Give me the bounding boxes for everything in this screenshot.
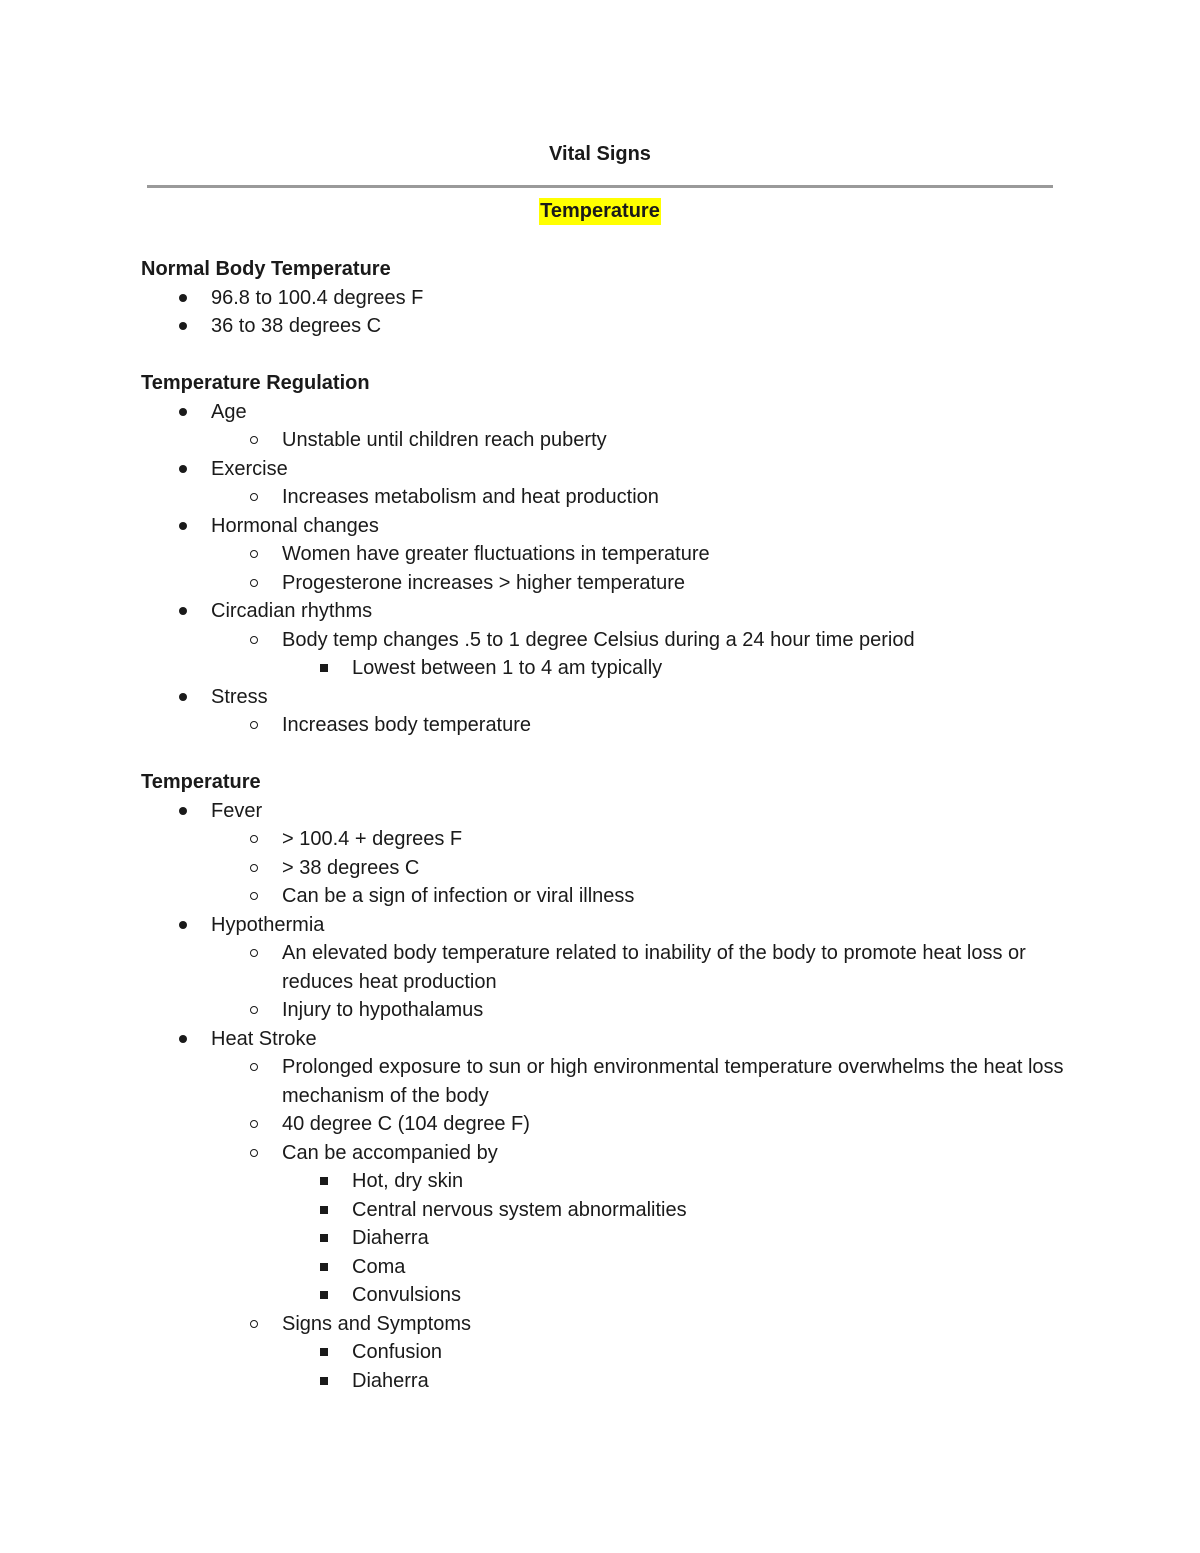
section-heading: Temperature bbox=[141, 771, 261, 793]
list-item bbox=[141, 1196, 1066, 1225]
list-item-text: Women have greater fluctuations in temperature bbox=[282, 543, 710, 565]
list-item bbox=[141, 1110, 1066, 1139]
list-item-text: Heat Stroke bbox=[211, 1027, 317, 1050]
list-item bbox=[141, 711, 1066, 740]
list-item bbox=[141, 939, 1066, 996]
bullet-dot-icon bbox=[176, 597, 190, 626]
bullet-dot-icon bbox=[176, 797, 190, 826]
highlighted-section-title: Temperature bbox=[539, 198, 661, 225]
bullet-circle-icon bbox=[247, 996, 261, 1025]
bullet-dot-icon bbox=[176, 398, 190, 427]
section-spacer bbox=[141, 341, 1066, 370]
list-item-text: Unstable until children reach puberty bbox=[282, 429, 607, 451]
bullet-circle-icon bbox=[247, 569, 261, 598]
document-body bbox=[141, 255, 1066, 1395]
list-item-text: Body temp changes .5 to 1 degree Celsius during a 24 hour time period bbox=[282, 628, 915, 651]
list-item bbox=[141, 1310, 1066, 1339]
list-item-text: 96.8 to 100.4 degrees F bbox=[211, 286, 424, 309]
list-item-text: Hormonal changes bbox=[211, 514, 379, 537]
bullet-circle-icon bbox=[247, 939, 261, 968]
bullet-dot-icon bbox=[176, 683, 190, 712]
list-item-text: Hypothermia bbox=[211, 913, 325, 936]
list-item bbox=[141, 398, 1066, 427]
list-item bbox=[141, 1253, 1066, 1282]
list-item bbox=[141, 1224, 1066, 1253]
bullet-square-icon bbox=[317, 1224, 331, 1253]
list-item-text: Stress bbox=[211, 685, 268, 708]
list-item bbox=[141, 854, 1066, 883]
list-item bbox=[141, 1025, 1066, 1054]
bullet-circle-icon bbox=[247, 483, 261, 512]
list-item-text: Diaherra bbox=[352, 1227, 429, 1249]
bullet-dot-icon bbox=[176, 1025, 190, 1054]
list-item bbox=[141, 569, 1066, 598]
bullet-circle-icon bbox=[247, 1110, 261, 1139]
list-item bbox=[141, 426, 1066, 455]
list-item bbox=[141, 1167, 1066, 1196]
list-item-text: Increases body temperature bbox=[282, 714, 532, 736]
list-item-text: Can be a sign of infection or viral illness bbox=[282, 885, 635, 907]
bullet-circle-icon bbox=[247, 1053, 261, 1082]
list-item-text: > 38 degrees C bbox=[282, 856, 420, 879]
list-item bbox=[141, 1338, 1066, 1367]
list-item-text: Convulsions bbox=[352, 1284, 461, 1306]
bullet-square-icon bbox=[317, 1338, 331, 1367]
list-item-text: Signs and Symptoms bbox=[282, 1312, 471, 1335]
bullet-circle-icon bbox=[247, 626, 261, 655]
list-item bbox=[141, 1281, 1066, 1310]
list-item bbox=[141, 597, 1066, 626]
list-item bbox=[141, 540, 1066, 569]
list-item-text: Prolonged exposure to sun or high environmental temperature overwhelms the heat loss mechanism of the body bbox=[282, 1056, 1064, 1107]
list-item-text: Hot, dry skin bbox=[352, 1170, 464, 1192]
list-item bbox=[141, 455, 1066, 484]
list-item-text: > 100.4 + degrees F bbox=[282, 828, 463, 850]
bullet-list bbox=[141, 797, 1066, 1396]
bullet-dot-icon bbox=[176, 312, 190, 341]
list-item bbox=[141, 797, 1066, 826]
bullet-dot-icon bbox=[176, 455, 190, 484]
bullet-dot-icon bbox=[176, 512, 190, 541]
bullet-square-icon bbox=[317, 1253, 331, 1282]
list-item-text: Injury to hypothalamus bbox=[282, 999, 484, 1021]
section-heading: Temperature Regulation bbox=[141, 372, 370, 394]
bullet-list bbox=[141, 284, 1066, 341]
section-heading: Normal Body Temperature bbox=[141, 258, 391, 280]
list-item-text: Central nervous system abnormalities bbox=[352, 1198, 687, 1221]
section-spacer bbox=[141, 740, 1066, 769]
bullet-square-icon bbox=[317, 1167, 331, 1196]
list-item-text: Increases metabolism and heat production bbox=[282, 486, 659, 508]
list-item bbox=[141, 483, 1066, 512]
bullet-circle-icon bbox=[247, 540, 261, 569]
list-item bbox=[141, 1053, 1066, 1110]
bullet-circle-icon bbox=[247, 426, 261, 455]
list-item bbox=[141, 911, 1066, 940]
bullet-circle-icon bbox=[247, 825, 261, 854]
list-item-text: Lowest between 1 to 4 am typically bbox=[352, 657, 663, 679]
list-item-text: Fever bbox=[211, 799, 263, 822]
title-divider bbox=[147, 185, 1053, 188]
document-title: Vital Signs bbox=[549, 143, 651, 165]
list-item-text: Diaherra bbox=[352, 1369, 429, 1392]
list-item bbox=[141, 996, 1066, 1025]
bullet-square-icon bbox=[317, 1281, 331, 1310]
list-item-text: Progesterone increases > higher temperature bbox=[282, 571, 686, 594]
list-item-text: Coma bbox=[352, 1255, 406, 1278]
bullet-circle-icon bbox=[247, 1139, 261, 1168]
list-item-text: 36 to 38 degrees C bbox=[211, 315, 382, 337]
list-item bbox=[141, 626, 1066, 655]
list-item bbox=[141, 683, 1066, 712]
list-item bbox=[141, 1367, 1066, 1396]
bullet-circle-icon bbox=[247, 1310, 261, 1339]
bullet-list bbox=[141, 398, 1066, 740]
bullet-circle-icon bbox=[247, 711, 261, 740]
list-item bbox=[141, 882, 1066, 911]
bullet-square-icon bbox=[317, 654, 331, 683]
list-item bbox=[141, 512, 1066, 541]
list-item-text: Can be accompanied by bbox=[282, 1141, 498, 1164]
bullet-circle-icon bbox=[247, 854, 261, 883]
list-item-text: Circadian rhythms bbox=[211, 600, 373, 622]
list-item bbox=[141, 654, 1066, 683]
list-item-text: Confusion bbox=[352, 1341, 443, 1363]
list-item bbox=[141, 284, 1066, 313]
list-item bbox=[141, 312, 1066, 341]
section-title-wrap bbox=[0, 198, 1200, 225]
list-item-text: 40 degree C (104 degree F) bbox=[282, 1113, 530, 1135]
bullet-dot-icon bbox=[176, 911, 190, 940]
bullet-circle-icon bbox=[247, 882, 261, 911]
bullet-square-icon bbox=[317, 1196, 331, 1225]
list-item bbox=[141, 825, 1066, 854]
bullet-square-icon bbox=[317, 1367, 331, 1396]
list-item bbox=[141, 1139, 1066, 1168]
bullet-dot-icon bbox=[176, 284, 190, 313]
list-item-text: Exercise bbox=[211, 457, 288, 480]
list-item-text: Age bbox=[211, 400, 247, 423]
list-item-text: An elevated body temperature related to inability of the body to promote heat loss or reduces heat production bbox=[282, 942, 1026, 993]
